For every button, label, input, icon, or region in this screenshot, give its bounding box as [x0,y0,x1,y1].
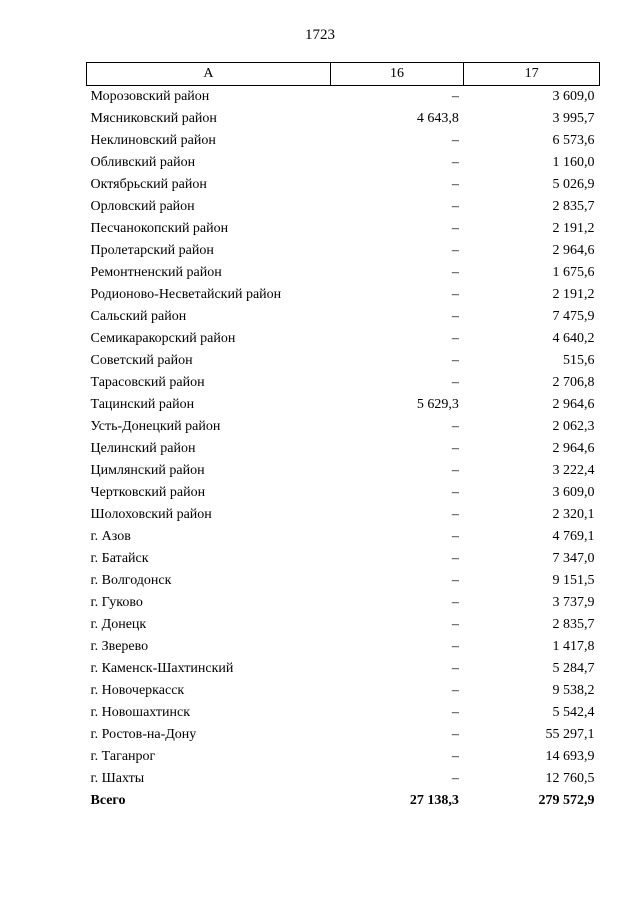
column-16-cell: – [451,507,459,522]
column-17-cell: 2 062,3 [552,419,595,434]
column-16-cell: – [451,617,459,632]
table-row [87,306,600,328]
column-17-cell: 2 706,8 [552,375,595,390]
table-row [87,680,600,702]
row-name-cell: Шолоховский район [90,507,212,522]
column-17-cell: 7 475,9 [552,309,595,324]
column-17-cell: 3 737,9 [552,595,595,610]
column-17-cell: 2 964,6 [552,441,595,456]
table-row [87,174,600,196]
table-row [87,702,600,724]
total-row [87,790,600,812]
column-16-cell: – [451,705,459,720]
row-name-cell: Чертковский район [90,485,206,500]
column-16-cell: – [451,463,459,478]
total-row-name-cell: Всего [90,793,126,808]
column-16-cell: – [451,155,459,170]
table-row [87,438,600,460]
column-16-cell: – [451,375,459,390]
column-16-cell: – [451,199,459,214]
row-name-cell: Неклиновский район [90,133,216,148]
row-name-cell: г. Новошахтинск [90,705,191,720]
column-17-cell: 2 964,6 [552,243,595,258]
table-row [87,482,600,504]
column-16-cell: – [451,221,459,236]
column-17-cell: 7 347,0 [552,551,595,566]
table-row [87,240,600,262]
column-16-cell: – [451,529,459,544]
table-row [87,328,600,350]
table-row [87,284,600,306]
column-16-cell: – [451,331,459,346]
column-17-cell: 12 760,5 [545,771,595,786]
row-name-cell: Тацинский район [90,397,195,412]
column-17-cell: 2 835,7 [552,617,595,632]
column-17-cell: 5 542,4 [552,705,595,720]
column-16-cell: – [451,661,459,676]
column-17-cell: 3 609,0 [552,89,595,104]
column-header-16: 16 [330,63,464,86]
column-17-cell: 55 297,1 [545,727,595,742]
row-name-cell: Целинский район [90,441,196,456]
table-row [87,108,600,130]
table-row [87,724,600,746]
column-16-cell: 4 643,8 [416,111,459,126]
row-name-cell: Родионово-Несветайский район [90,287,282,302]
row-name-cell: Цимлянский район [90,463,205,478]
row-name-cell: Советский район [90,353,193,368]
column-17-cell: 6 573,6 [552,133,595,148]
page-number: 1723 [305,27,335,43]
column-17-cell: 1 160,0 [552,155,595,170]
column-16-cell: – [451,265,459,280]
table-row [87,614,600,636]
row-name-cell: г. Каменск-Шахтинский [90,661,234,676]
row-name-cell: Сальский район [90,309,187,324]
column-header-a: А [87,63,331,86]
column-17-cell: 3 222,4 [552,463,595,478]
column-16-cell: – [451,573,459,588]
table-row [87,196,600,218]
allocation-table [86,62,600,812]
row-name-cell: г. Донецк [90,617,147,632]
column-17-cell: 2 835,7 [552,199,595,214]
row-name-cell: Морозовский район [90,89,210,104]
row-name-cell: Пролетарский район [90,243,214,258]
table-row [87,372,600,394]
row-name-cell: Ремонтненский район [90,265,222,280]
column-17-cell: 2 191,2 [552,221,595,236]
row-name-cell: г. Новочеркасск [90,683,185,698]
table-row [87,592,600,614]
row-name-cell: Тарасовский район [90,375,205,390]
row-name-cell: г. Шахты [90,771,145,786]
column-16-cell: – [451,595,459,610]
column-17-cell: 2 320,1 [552,507,595,522]
table-row [87,526,600,548]
column-17-cell: 9 538,2 [552,683,595,698]
row-name-cell: г. Гуково [90,595,143,610]
row-name-cell: Октябрьский район [90,177,207,192]
table-header-row [87,63,600,86]
column-16-cell: – [451,683,459,698]
column-16-cell: – [451,177,459,192]
column-16-cell: – [451,133,459,148]
column-17-cell: 5 284,7 [552,661,595,676]
table-row [87,658,600,680]
row-name-cell: Семикаракорский район [90,331,236,346]
column-17-cell: 9 151,5 [552,573,595,588]
row-name-cell: Орловский район [90,199,195,214]
row-name-cell: г. Зверево [90,639,149,654]
row-name-cell: Мясниковский район [90,111,217,126]
table-row [87,746,600,768]
row-name-cell: г. Таганрог [90,749,156,764]
table-row [87,504,600,526]
column-16-cell: – [451,243,459,258]
total-column-16-cell: 27 138,3 [409,793,459,808]
column-16-cell: – [451,89,459,104]
row-name-cell: Усть-Донецкий район [90,419,221,434]
table-row [87,394,600,416]
column-16-cell: – [451,727,459,742]
table-row [87,152,600,174]
table-row [87,262,600,284]
row-name-cell: Обливский район [90,155,196,170]
table-row [87,636,600,658]
column-17-cell: 2 964,6 [552,397,595,412]
column-16-cell: – [451,419,459,434]
row-name-cell: г. Волгодонск [90,573,172,588]
column-16-cell: – [451,485,459,500]
column-header-17: 17 [464,63,600,86]
column-17-cell: 1 675,6 [552,265,595,280]
table-row [87,130,600,152]
column-17-cell: 3 995,7 [552,111,595,126]
column-17-cell: 1 417,8 [552,639,595,654]
table-body [87,86,600,813]
table-row [87,218,600,240]
column-17-cell: 515,6 [563,353,595,368]
column-16-cell: 5 629,3 [416,397,459,412]
column-17-cell: 5 026,9 [552,177,595,192]
table-row [87,768,600,790]
total-column-17-cell: 279 572,9 [538,793,595,808]
table-row [87,570,600,592]
column-16-cell: – [451,309,459,324]
row-name-cell: Песчанокопский район [90,221,229,236]
column-17-cell: 14 693,9 [545,749,595,764]
column-16-cell: – [451,771,459,786]
table-row [87,86,600,109]
column-16-cell: – [451,551,459,566]
column-16-cell: – [451,749,459,764]
table-row [87,460,600,482]
column-17-cell: 4 640,2 [552,331,595,346]
row-name-cell: г. Азов [90,529,131,544]
table-row [87,416,600,438]
row-name-cell: г. Ростов-на-Дону [90,727,197,742]
column-17-cell: 2 191,2 [552,287,595,302]
column-16-cell: – [451,639,459,654]
column-17-cell: 4 769,1 [552,529,595,544]
column-17-cell: 3 609,0 [552,485,595,500]
column-16-cell: – [451,353,459,368]
column-16-cell: – [451,287,459,302]
table-row [87,350,600,372]
row-name-cell: г. Батайск [90,551,149,566]
table-row [87,548,600,570]
column-16-cell: – [451,441,459,456]
